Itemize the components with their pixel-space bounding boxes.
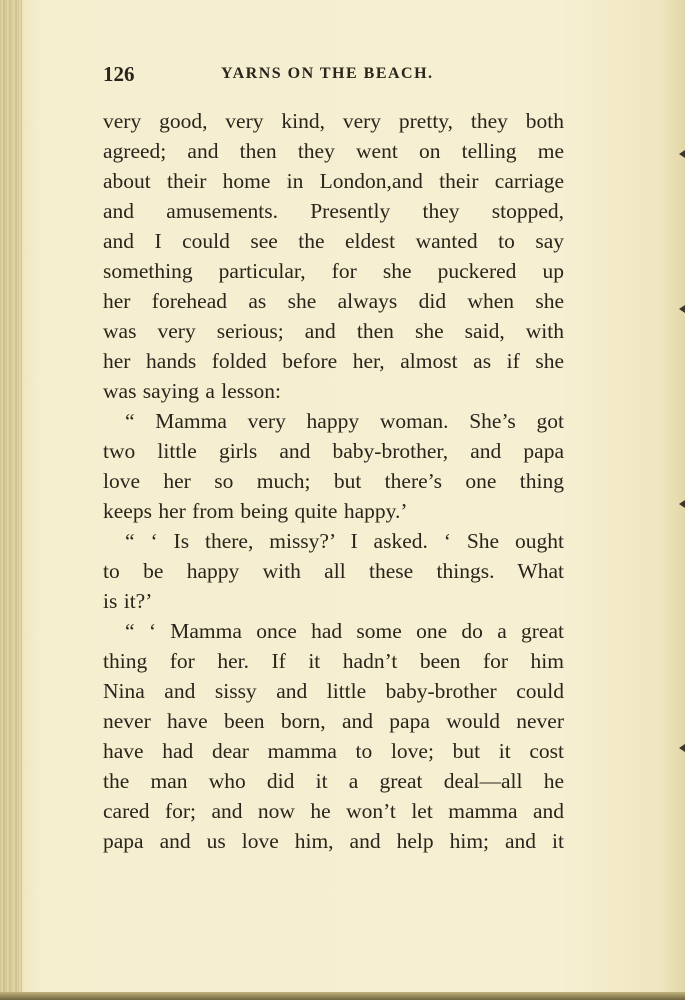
- book-binding-edge: [0, 0, 22, 1000]
- text-line: never have been born, and papa would never: [103, 709, 564, 733]
- text-line: “ Mamma very happy woman. She’s got: [125, 409, 564, 433]
- text-line: her forehead as she always did when she: [103, 289, 564, 313]
- page-header: [103, 62, 563, 88]
- text-line: very good, very kind, very pretty, they both: [103, 109, 564, 133]
- page-body-text: [103, 106, 564, 856]
- text-line: about their home in London,and their carriage: [103, 169, 564, 193]
- edge-mark: [679, 150, 685, 158]
- text-line: agreed; and then they went on telling me: [103, 139, 564, 163]
- text-line: her hands folded before her, almost as if she: [103, 349, 564, 373]
- page-bottom-edge: [0, 992, 685, 1000]
- running-head: YARNS ON THE BEACH.: [221, 65, 434, 82]
- page-edge-marks: [675, 0, 685, 1000]
- text-line: something particular, for she puckered up: [103, 259, 564, 283]
- text-line: and I could see the eldest wanted to say: [103, 229, 564, 253]
- text-line: thing for her. If it hadn’t been for him: [103, 649, 564, 673]
- text-line: was saying a lesson:: [103, 379, 281, 403]
- text-line: is it?’: [103, 589, 153, 613]
- text-line: and amusements. Presently they stopped,: [103, 199, 564, 223]
- text-line: have had dear mamma to love; but it cost: [103, 739, 564, 763]
- text-line: to be happy with all these things. What: [103, 559, 564, 583]
- page-number: 126: [103, 62, 135, 86]
- text-line: the man who did it a great deal—all he: [103, 769, 564, 793]
- text-line: love her so much; but there’s one thing: [103, 469, 564, 493]
- edge-mark: [679, 500, 685, 508]
- edge-mark: [679, 305, 685, 313]
- text-line: was very serious; and then she said, with: [103, 319, 564, 343]
- text-line: Nina and sissy and little baby-brother could: [103, 679, 564, 703]
- text-line: cared for; and now he won’t let mamma and: [103, 799, 564, 823]
- text-line: “ ‘ Is there, missy?’ I asked. ‘ She ought: [125, 529, 564, 553]
- text-line: two little girls and baby-brother, and papa: [103, 439, 564, 463]
- text-line: keeps her from being quite happy.’: [103, 499, 408, 523]
- text-line: papa and us love him, and help him; and it: [103, 829, 564, 853]
- text-line: “ ‘ Mamma once had some one do a great: [125, 619, 564, 643]
- edge-mark: [679, 744, 685, 752]
